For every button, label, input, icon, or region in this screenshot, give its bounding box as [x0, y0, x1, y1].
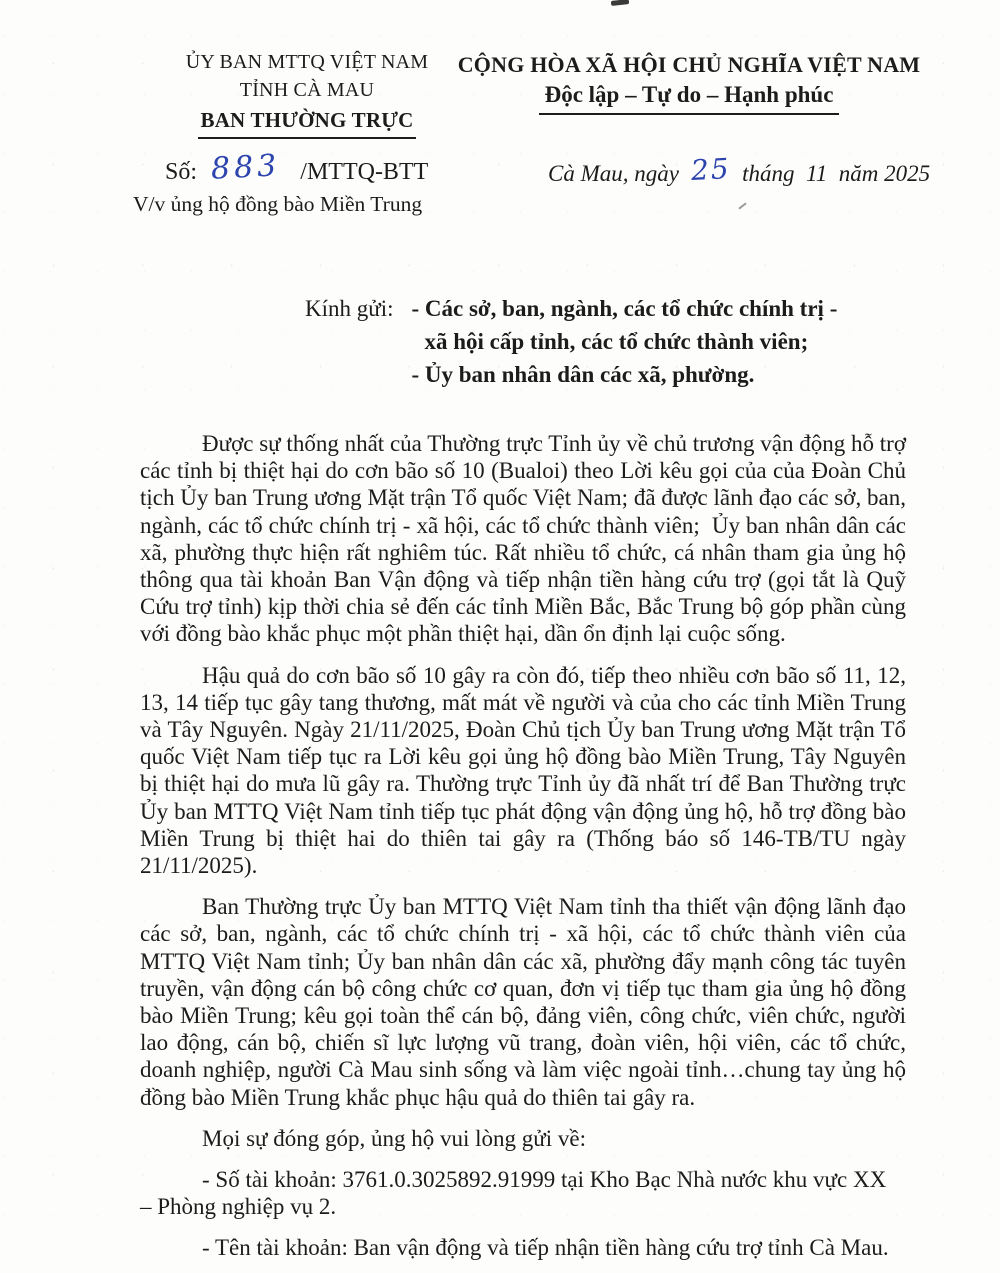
place-date-prefix: Cà Mau, ngày	[548, 161, 679, 186]
place-date-line	[548, 151, 931, 188]
national-motto-underlined: Độc lập – Tự do – Hạnh phúc	[539, 80, 840, 115]
recipients-list	[412, 292, 838, 391]
paragraph-situation: Hậu quả do cơn bão số 10 gây ra còn đó, tiếp theo nhiều cơn bão số 11, 12, 13, 14 tiếp tục gây tang thương, mất mát về người và của cho các tỉnh Miền Trung và Tây Nguyên. Ngày 21/11/2025, Đoàn Chủ tịch Ủy ban Trung ương Mặt trận Tổ quốc Việt Nam tiếp tục ra Lời kêu gọi ủng hộ đồng bào Miền Trung, Tây Nguyên bị thiệt hại do mưa lũ gây ra. Thường trực Tỉnh ủy đã nhất trí để Ban Thường trực Ủy ban MTTQ Việt Nam tỉnh tiếp tục phát động vận động ủng hộ, hỗ trợ đồng bào Miền Trung bị thiệt hai do thiên tai gây ra (Thống báo số 146-TB/TU ngày 21/11/2025).	[140, 662, 906, 879]
account-number-line2: – Phòng nghiệp vụ 2.	[140, 1194, 337, 1220]
paragraph-account-number	[140, 1166, 906, 1220]
recipients-label: Kính gửi:	[305, 296, 394, 321]
recipient-line-3: - Ủy ban nhân dân các xã, phường.	[411, 362, 755, 387]
paragraph-account-name: - Tên tài khoản: Ban vận động và tiếp nhận tiền hàng cứu trợ tỉnh Cà Mau.	[202, 1235, 889, 1261]
issuing-org-block	[146, 48, 468, 139]
document-number-handwritten: 883	[210, 148, 282, 187]
scan-artifact-mark	[738, 202, 746, 209]
recipient-line-2: xã hội cấp tỉnh, các tổ chức thành viên;	[424, 329, 809, 354]
place-date-suffix: tháng 11 năm 2025	[742, 161, 931, 186]
national-header-block	[448, 50, 930, 115]
document-number-suffix: /MTTQ-BTT	[300, 159, 429, 185]
document-body	[140, 430, 906, 1262]
account-number-line1: - Số tài khoản: 3761.0.3025892.91999 tại Kho Bạc Nhà nước khu vực XX	[202, 1167, 887, 1193]
paragraph-appeal: Ban Thường trực Ủy ban MTTQ Việt Nam tỉnh tha thiết vận động lãnh đạo các sở, ban, ngành, các tổ chức chính trị - xã hội, các tổ chức thành viên của MTTQ Việt Nam tỉnh; Ủy ban nhân dân các xã, phường đẩy mạnh công tác tuyên truyền, vận động cán bộ công chức cơ quan, đơn vị tiếp tục tham gia ủng hộ đồng bào Miền Trung; kêu gọi toàn thể cán bộ, đảng viên, công chức, viên chức, người lao động, cán bộ, chiến sĩ lực lượng vũ trang, đoàn viên, hội viên, các tổ chức, doanh nghiệp, người Cà Mau sinh sống và làm việc ngoài tỉnh…chung tay ủng hộ đồng bào Miền Trung khắc phục hậu quả do thiên tai gây ra.	[140, 894, 906, 1110]
document-subject: V/v ủng hộ đồng bào Miền Trung	[133, 192, 423, 216]
document-number-line	[165, 148, 429, 187]
national-title: CỘNG HÒA XÃ HỘI CHỦ NGHĨA VIỆT NAM	[457, 52, 921, 77]
document-number-label: Số:	[165, 159, 198, 185]
org-name-line1: ỦY BAN MTTQ VIỆT NAM	[185, 51, 429, 73]
scan-artifact-top	[611, 0, 629, 6]
org-name-line2: TỈNH CÀ MAU	[239, 79, 375, 101]
recipient-line-1: - Các sở, ban, ngành, các tổ chức chính trị -	[411, 296, 838, 321]
paragraph-intro: Được sự thống nhất của Thường trực Tỉnh ủy về chủ trương vận động hỗ trợ các tỉnh bị thiệt hại do cơn bão số 10 (Bualoi) theo Lời kêu gọi của của Đoàn Chủ tịch Ủy ban Trung ương Mặt trận Tổ quốc Việt Nam; đã được lãnh đạo các sở, ban, ngành, các tổ chức chính trị - xã hội, các tổ chức thành viên; Ủy ban nhân dân các xã, phường thực hiện rất nghiêm túc. Rất nhiều tổ chức, cá nhân tham gia ủng hộ thông qua tài khoản Ban Vận động và tiếp nhận tiền hàng cứu trợ (gọi tắt là Quỹ Cứu trợ tỉnh) kịp thời chia sẻ đến các tỉnh Miền Bắc, Bắc Trung bộ góp phần cùng với đồng bào khắc phục một phần thiệt hại, dần ổn định lại cuộc sống.	[140, 431, 906, 647]
recipients-block	[305, 292, 837, 391]
paragraph-donation-intro: Mọi sự đóng góp, ủng hộ vui lòng gửi về:	[202, 1125, 586, 1151]
date-day-handwritten: 25	[689, 151, 732, 188]
org-name-line3-underlined: BAN THƯỜNG TRỰC	[198, 105, 415, 139]
